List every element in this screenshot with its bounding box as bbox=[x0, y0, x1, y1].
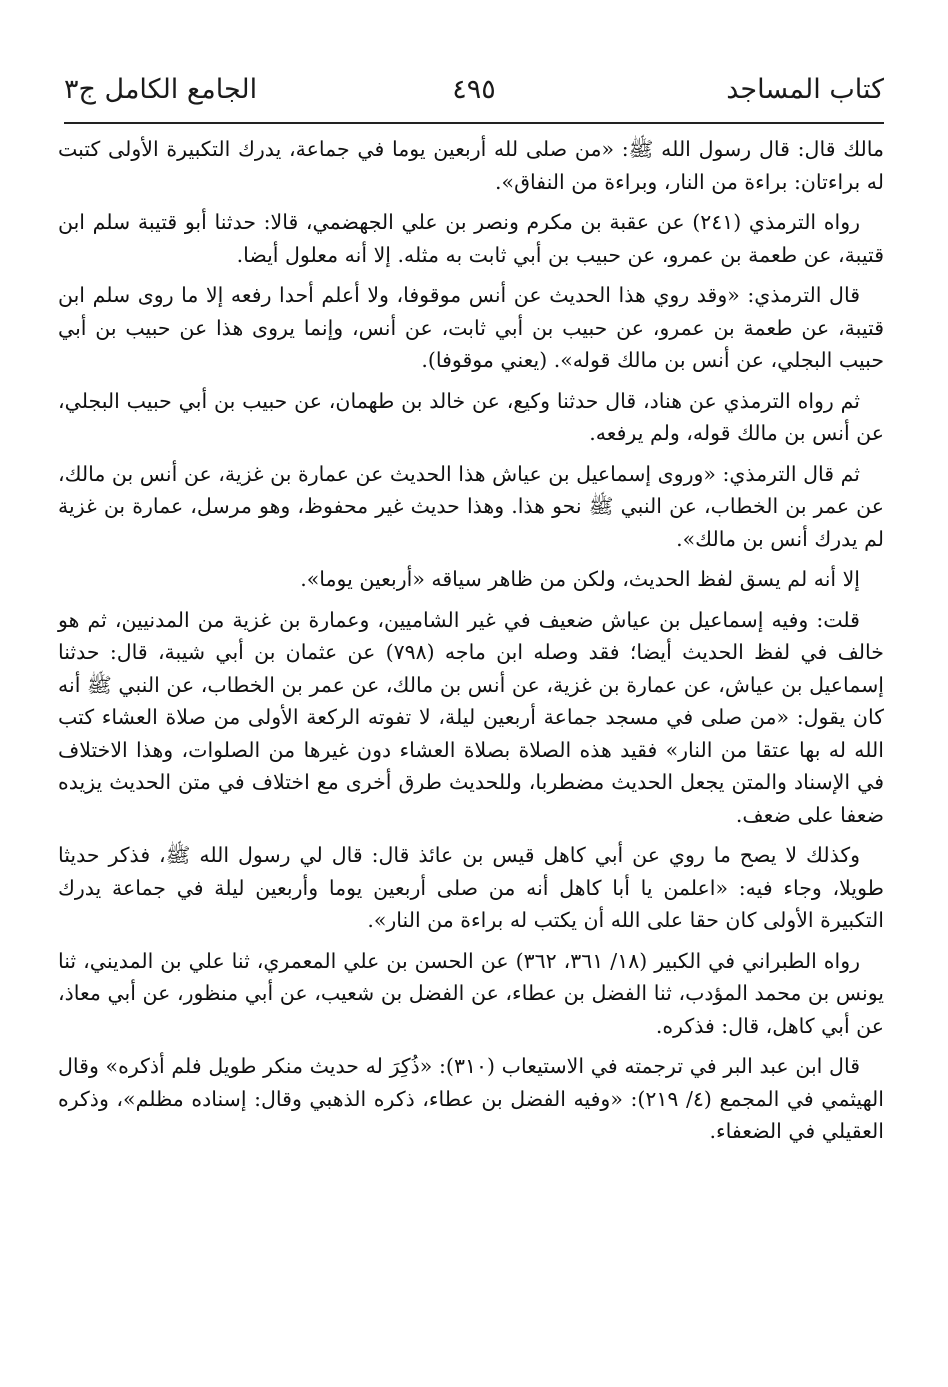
book-title: الجامع الكامل ج٣ bbox=[64, 74, 258, 105]
paragraph: ثم قال الترمذي: «وروى إسماعيل بن عياش هذا الحديث عن عمارة بن غزية، عن أنس بن مالك، عن عمر بن الخطاب، عن النبي ﷺ نحو هذا. وهذا حديث غير محفوظ، وهو مرسل، عمارة بن غزية لم يدرك أنس بن مالك». bbox=[58, 461, 884, 551]
paragraph: إلا أنه لم يسق لفظ الحديث، ولكن من ظاهر سياقه «أربعين يوما». bbox=[300, 567, 860, 591]
header-rule bbox=[64, 122, 884, 124]
chapter-title: كتاب المساجد bbox=[726, 74, 884, 105]
paragraph: قلت: وفيه إسماعيل بن عياش ضعيف في غير الشاميين، وعمارة بن غزية من المدنيين، ثم هو خالف في لفظ الحديث أيضا؛ فقد وصله ابن ماجه (٧٩٨) عن عثمان بن أبي شيبة، قال: حدثنا إسماعيل بن عياش، عن عمارة بن غزية، عن أنس بن مالك، عن عمر بن الخطاب، عن النبي ﷺ أنه كان يقول: «من صلى في مسجد جماعة أربعين ليلة، لا تفوته الركعة الأولى من صلاة العشاء كتب الله له بها عتقا من النار» فقيد هذه الصلاة بصلاة العشاء دون غيرها من الصلوات، وهذا الاختلاف في الإسناد والمتن يجعل الحديث مضطربا، وللحديث طرق أخرى مع اختلاف في متن الحديث يزيده ضعفا على ضعف. bbox=[58, 607, 884, 827]
paragraph: وكذلك لا يصح ما روي عن أبي كاهل قيس بن عائذ قال: قال لي رسول الله ﷺ، فذكر حديثا طويلا، وجاء فيه: «اعلمن يا أبا كاهل أنه من صلى أربعين يوما وأربعين ليلة في جماعة يدرك التكبيرة الأولى كان حقا على الله أن يكتب له براءة من النار». bbox=[58, 843, 884, 932]
page-number: ٤٩٥ bbox=[452, 74, 496, 105]
paragraph: قال الترمذي: «وقد روي هذا الحديث عن أنس موقوفا، ولا أعلم أحدا رفعه إلا ما روى سلم ابن قتيبة، عن طعمة بن عمرو، عن حبيب بن أبي ثابت، عن أنس، وإنما يروى هذا عن حبيب بن أبي حبيب البجلي، عن أنس بن مالك قوله». (يعني موقوفا). bbox=[58, 283, 884, 372]
paragraph: مالك قال: قال رسول الله ﷺ: «من صلى لله أربعين يوما في جماعة، يدرك التكبيرة الأولى كتبت له براءتان: براءة من النار، وبراءة من النفاق». bbox=[58, 137, 884, 194]
paragraph: رواه الطبراني في الكبير (١٨/ ٣٦١، ٣٦٢) عن الحسن بن علي المعمري، ثنا علي بن المديني، ثنا يونس بن محمد المؤدب، ثنا الفضل بن عطاء، عن الفضل بن شعيب، عن أبي منظور، عن أبي معاذ، عن أبي كاهل، قال: فذكره. bbox=[58, 948, 884, 1038]
page-body bbox=[58, 133, 884, 1156]
paragraph: ثم رواه الترمذي عن هناد، قال حدثنا وكيع، عن خالد بن طهمان، عن حبيب بن أبي حبيب البجلي، عن أنس بن مالك قوله، ولم يرفعه. bbox=[58, 388, 884, 445]
page-header bbox=[64, 62, 884, 120]
paragraph: رواه الترمذي (٢٤١) عن عقبة بن مكرم ونصر بن علي الجهضمي، قالا: حدثنا أبو قتيبة سلم ابن قتيبة، عن طعمة بن عمرو، عن حبيب بن أبي ثابت به مثله. إلا أنه معلول أيضا. bbox=[58, 210, 884, 267]
paragraph: قال ابن عبد البر في ترجمته في الاستيعاب (٣١٠): «ذُكِرَ له حديث منكر طويل فلم أذكره» وقال الهيثمي في المجمع (٤/ ٢١٩): «وفيه الفضل بن عطاء، ذكره الذهبي وقال: إسناده مظلم»، وذكره العقيلي في الضعفاء. bbox=[58, 1054, 884, 1143]
